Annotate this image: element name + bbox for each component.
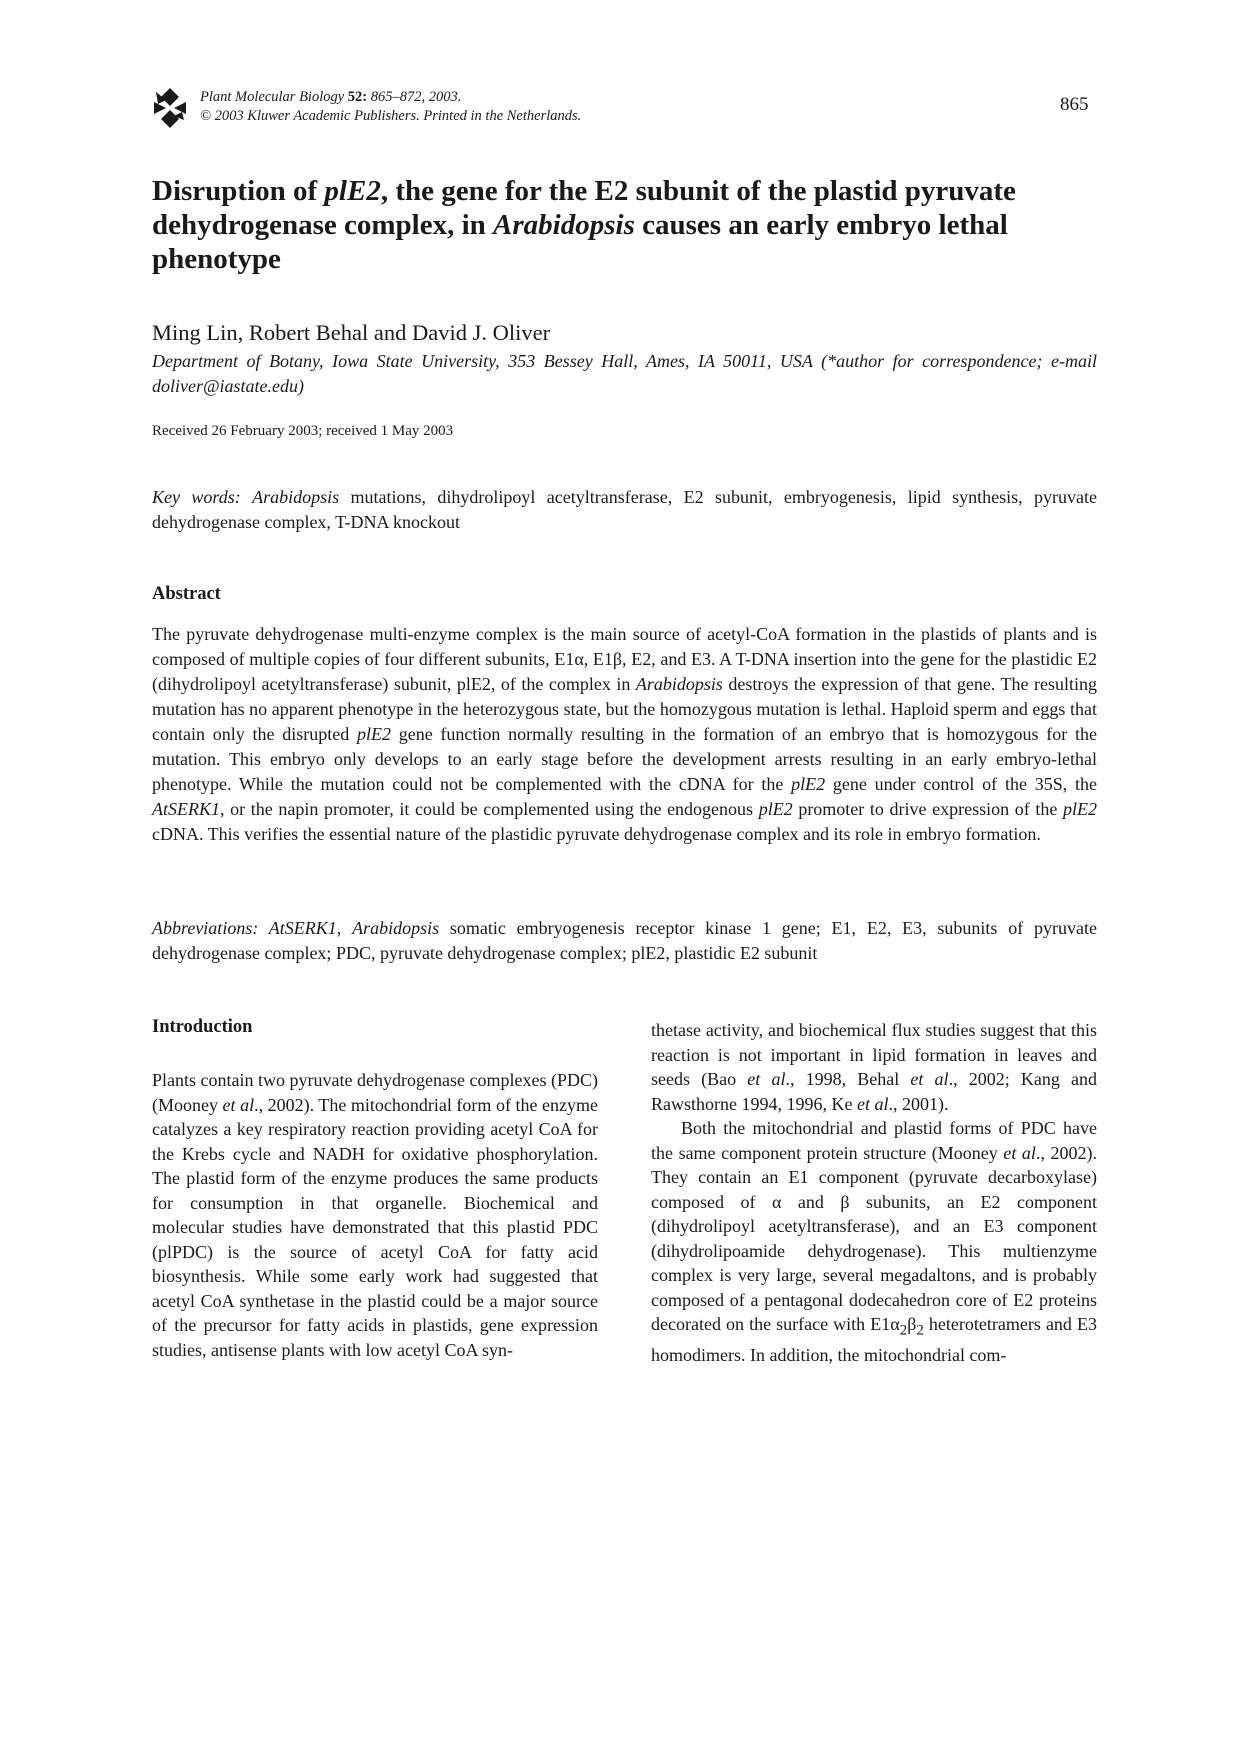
journal-pages: 865–872, 2003. (370, 89, 462, 105)
journal-line (200, 88, 581, 107)
received-dates: Received 26 February 2003; received 1 May 2003 (152, 423, 454, 439)
article-title: Disruption of plE2, the gene for the E2 subunit of the plastid pyruvate dehydrogenase complex, in Arabidopsis causes an early embryo lethal phenotype (152, 175, 1016, 275)
publisher-logo-icon (152, 86, 188, 130)
abbreviations-label: Abbreviations: AtSERK1 (152, 918, 337, 938)
keywords: Key words: Arabidopsis mutations, dihydrolipoyl acetyltransferase, E2 subunit, embryogenesis, lipid synthesis, pyruvate dehydrogenase complex, T-DNA knockout (152, 487, 1098, 532)
intro-paragraph-1-start: Plants contain two pyruvate dehydrogenase complexes (PDC) (Mooney et al., 2002). The mitochondrial form of the enzyme catalyzes a key respiratory reaction providing acetyl CoA for the Krebs cycle and NADH for oxidative phosphorylation. The plastid form of the enzyme produces the same products for consumption in that organelle. Biochemical and molecular studies have demonstrated that this plastid PDC (plPDC) is the source of acetyl CoA for fatty acid biosynthesis. While some early work had suggested that acetyl CoA synthetase in the plastid could be a major source of the precursor for fatty acids in plastids, gene expression studies, antisense plants with low acetyl CoA syn- (152, 1070, 598, 1360)
abstract-heading: Abstract (152, 584, 221, 604)
abstract-text: The pyruvate dehydrogenase multi-enzyme complex is the main source of acetyl-CoA formation in the plastids of plants and is composed of multiple copies of four different subunits, E1α, E1β, E2, and E3. A T-DNA insertion into the gene for the plastidic E2 (dihydrolipoyl acetyltransferase) subunit, plE2, of the complex in Arabidopsis destroys the expression of that gene. The resulting mutation has no apparent phenotype in the heterozygous state, but the homozygous mutation is lethal. Haploid sperm and eggs that contain only the disrupted plE2 gene function normally resulting in the formation of an embryo that is homozygous for the mutation. This embryo only develops to an early stage before the development arrests resulting in an early embryo-lethal phenotype. While the mutation could not be complemented with the cDNA for the plE2 gene under control of the 35S, the AtSERK1, or the napin promoter, it could be complemented using the endogenous plE2 promoter to drive expression of the plE2 cDNA. This verifies the essential nature of the plastidic pyruvate dehydrogenase complex and its role in embryo formation. (152, 624, 1098, 844)
abbreviations: Abbreviations: AtSERK1, Arabidopsis somatic embryogenesis receptor kinase 1 gene; E1, E2, E3, subunits of pyruvate dehydrogenase complex; PDC, pyruvate dehydrogenase complex; plE2, plastidic E2 subunit (152, 918, 1097, 963)
copyright-line: © 2003 Kluwer Academic Publishers. Printed in the Netherlands. (200, 108, 582, 124)
body-column-right (651, 1018, 1097, 1368)
author-affiliation: Department of Botany, Iowa State University, 353 Bessey Hall, Ames, IA 50011, USA (*author for correspondence; e-mail doliver@iastate.edu) (152, 351, 1097, 396)
page-number: 865 (1060, 94, 1089, 115)
journal-name: Plant Molecular Biology (200, 89, 345, 105)
author-list: Ming Lin, Robert Behal and David J. Oliver (152, 320, 551, 345)
intro-paragraph-2: Both the mitochondrial and plastid forms of PDC have the same component protein structure (Mooney et al., 2002). They contain an E1 component (pyruvate decarboxylase) composed of α and β subunits, an E2 component (dihydrolipoyl acetyltransferase), and an E3 component (dihydrolipoamide dehydrogenase). This multienzyme complex is very large, several megadaltons, and is probably composed of a pentagonal dodecahedron core of E2 proteins decorated on the surface with $E1\alpha_2\beta_2$ heterotetramers and E3 homodimers. In addition, the mitochondrial com- (651, 1118, 1098, 1366)
journal-citation (200, 88, 581, 126)
introduction-heading: Introduction (152, 1017, 253, 1037)
keywords-label: Key words: (152, 487, 241, 507)
intro-paragraph-1-end: thetase activity, and biochemical flux studies suggest that this reaction is not important in lipid formation in leaves and seeds (Bao et al., 1998, Behal et al., 2002; Kang and Rawsthorne 1994, 1996, Ke et al., 2001). (651, 1020, 1098, 1114)
journal-volume: 52: (347, 89, 368, 105)
body-column-left (152, 1068, 598, 1362)
